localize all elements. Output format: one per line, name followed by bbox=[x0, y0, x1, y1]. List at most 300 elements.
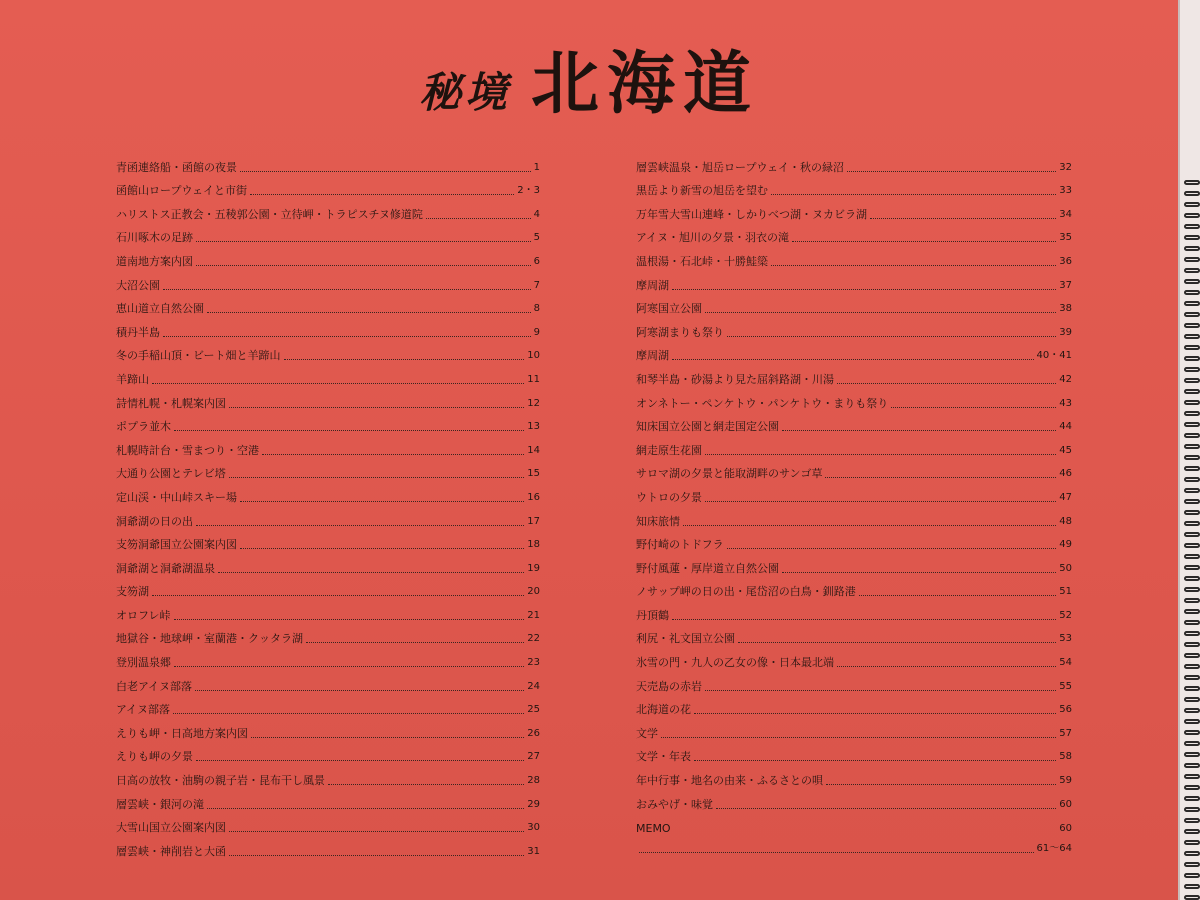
entry-title: 青函連絡船・函館の夜景 bbox=[116, 160, 237, 174]
entry-title: 摩周湖 bbox=[636, 278, 669, 292]
entry-page: 60 bbox=[1059, 798, 1072, 810]
dot-leader bbox=[152, 595, 524, 596]
entry-title: オンネトー・ペンケトウ・パンケトウ・まりも祭り bbox=[636, 396, 889, 410]
entry-page: 54 bbox=[1059, 657, 1072, 669]
dot-leader bbox=[705, 501, 1056, 502]
toc-entry bbox=[636, 269, 1072, 293]
entry-page: 33 bbox=[1059, 185, 1072, 197]
spiral-ring bbox=[1184, 279, 1200, 284]
toc-entry bbox=[116, 151, 540, 175]
toc-entry bbox=[636, 316, 1072, 340]
spiral-ring bbox=[1184, 884, 1200, 889]
toc-entry bbox=[116, 458, 540, 482]
dot-leader bbox=[174, 430, 524, 431]
memo-label: MEMO bbox=[636, 821, 671, 835]
entry-title: 摩周湖 bbox=[636, 349, 669, 363]
entry-title: 文学・年表 bbox=[636, 750, 691, 764]
toc-entry bbox=[116, 340, 540, 364]
spiral-ring bbox=[1184, 895, 1200, 900]
entry-title: アイヌ・旭川の夕景・羽衣の滝 bbox=[636, 231, 790, 245]
entry-title: 阿寒国立公園 bbox=[636, 302, 702, 316]
entry-page: 45 bbox=[1059, 444, 1072, 456]
entry-page: 12 bbox=[527, 397, 540, 409]
entry-page: 56 bbox=[1059, 704, 1072, 716]
dot-leader bbox=[672, 289, 1056, 290]
spiral-ring bbox=[1184, 422, 1200, 427]
entry-title: 層雲峡温泉・旭岳ロープウェイ・秋の緑沼 bbox=[636, 160, 845, 174]
spiral-ring bbox=[1184, 180, 1200, 185]
dot-leader bbox=[771, 265, 1056, 266]
entry-title: 洞爺湖の日の出 bbox=[116, 514, 193, 528]
toc-entry bbox=[116, 316, 540, 340]
spiral-ring bbox=[1184, 400, 1200, 405]
toc-entry-memo-pages bbox=[636, 836, 1072, 856]
entry-page: 34 bbox=[1059, 208, 1072, 220]
spiral-ring bbox=[1184, 620, 1200, 625]
entry-title: 冬の手稲山頂・ビート畑と羊蹄山 bbox=[116, 349, 281, 363]
spiral-ring bbox=[1184, 202, 1200, 207]
entry-page: 26 bbox=[527, 727, 540, 739]
toc-entry bbox=[116, 694, 540, 718]
entry-page: 43 bbox=[1059, 397, 1072, 409]
toc-entry bbox=[116, 646, 540, 670]
spiral-ring bbox=[1184, 719, 1200, 724]
memo-extra-page: 61〜64 bbox=[1036, 842, 1072, 854]
spiral-ring bbox=[1184, 378, 1200, 383]
entry-page: 42 bbox=[1059, 373, 1072, 385]
entry-page: 35 bbox=[1059, 232, 1072, 244]
entry-page: 23 bbox=[527, 657, 540, 669]
entry-page: 48 bbox=[1059, 515, 1072, 527]
spiral-ring bbox=[1184, 389, 1200, 394]
toc-entry bbox=[636, 552, 1072, 576]
spiral-ring bbox=[1184, 334, 1200, 339]
spiral-binding bbox=[1178, 0, 1200, 900]
spiral-ring bbox=[1184, 598, 1200, 603]
dot-leader bbox=[196, 760, 524, 761]
toc-entry bbox=[116, 198, 540, 222]
toc-entry bbox=[116, 623, 540, 647]
spiral-ring bbox=[1184, 774, 1200, 779]
dot-leader bbox=[328, 784, 524, 785]
entry-title: 文学 bbox=[636, 726, 658, 740]
entry-page: 51 bbox=[1059, 586, 1072, 598]
dot-leader bbox=[207, 808, 524, 809]
toc-entry bbox=[116, 293, 540, 317]
entry-page: 9 bbox=[533, 326, 540, 338]
toc-left-column bbox=[116, 151, 540, 859]
spiral-ring bbox=[1184, 840, 1200, 845]
spiral-ring bbox=[1184, 576, 1200, 581]
title-main: 北海道 bbox=[531, 44, 760, 124]
toc-entry bbox=[636, 505, 1072, 529]
entry-title: アイヌ部落 bbox=[116, 703, 171, 717]
entry-title: 氷雪の門・九人の乙女の像・日本最北端 bbox=[636, 656, 834, 670]
toc-entry bbox=[116, 741, 540, 765]
dot-leader bbox=[705, 312, 1056, 313]
entry-page: 22 bbox=[527, 633, 540, 645]
entry-title: 阿寒湖まりも祭り bbox=[636, 325, 724, 339]
toc-entry bbox=[636, 623, 1072, 647]
dot-leader bbox=[250, 194, 514, 195]
entry-page: 11 bbox=[527, 373, 540, 385]
spiral-ring bbox=[1184, 499, 1200, 504]
entry-page: 15 bbox=[527, 468, 540, 480]
toc-entry bbox=[636, 717, 1072, 741]
dot-leader bbox=[891, 407, 1056, 408]
toc-entry bbox=[116, 269, 540, 293]
entry-title: 温根湯・石北峠・十勝鮭簗 bbox=[636, 254, 768, 268]
entry-page: 24 bbox=[527, 680, 540, 692]
dot-leader bbox=[163, 336, 531, 337]
spiral-ring bbox=[1184, 686, 1200, 691]
spiral-ring bbox=[1184, 235, 1200, 240]
entry-title: 大沼公園 bbox=[116, 278, 160, 292]
spiral-ring bbox=[1184, 345, 1200, 350]
entry-page: 7 bbox=[533, 279, 540, 291]
entry-page: 4 bbox=[533, 208, 540, 220]
entry-page: 32 bbox=[1059, 161, 1072, 173]
toc-entry bbox=[636, 576, 1072, 600]
spiral-ring bbox=[1184, 543, 1200, 548]
spiral-ring bbox=[1184, 532, 1200, 537]
toc-entry bbox=[636, 458, 1072, 482]
spiral-ring bbox=[1184, 191, 1200, 196]
entry-title: 札幌時計台・雪まつり・空港 bbox=[116, 443, 259, 457]
entry-title: 大雪山国立公園案内図 bbox=[116, 821, 226, 835]
entry-page: 58 bbox=[1059, 751, 1072, 763]
toc-entry bbox=[636, 175, 1072, 199]
toc-entry bbox=[116, 670, 540, 694]
toc-entry bbox=[116, 812, 540, 836]
entry-title: えりも岬の夕景 bbox=[116, 750, 193, 764]
entry-page: 50 bbox=[1059, 562, 1072, 574]
entry-title: ノサップ岬の日の出・尾岱沼の白鳥・釧路港 bbox=[636, 585, 856, 599]
toc-entry bbox=[116, 245, 540, 269]
toc-entry bbox=[116, 764, 540, 788]
toc-entry bbox=[636, 434, 1072, 458]
entry-title: 道南地方案内図 bbox=[116, 254, 193, 268]
spiral-ring bbox=[1184, 642, 1200, 647]
entry-title: ウトロの夕景 bbox=[636, 490, 702, 504]
entry-title: 和琴半島・砂湯より見た屈斜路湖・川湯 bbox=[636, 372, 834, 386]
toc-entry bbox=[636, 599, 1072, 623]
dot-leader bbox=[672, 619, 1056, 620]
dot-leader bbox=[174, 666, 524, 667]
entry-page: 49 bbox=[1059, 539, 1072, 551]
entry-title: 恵山道立自然公園 bbox=[116, 302, 204, 316]
entry-title: 知床旅情 bbox=[636, 514, 680, 528]
toc-entry-memo bbox=[636, 812, 1072, 836]
spiral-ring bbox=[1184, 829, 1200, 834]
spiral-ring bbox=[1184, 785, 1200, 790]
dot-leader bbox=[251, 737, 524, 738]
spiral-ring bbox=[1184, 752, 1200, 757]
entry-page: 47 bbox=[1059, 491, 1072, 503]
entry-page: 40・41 bbox=[1036, 350, 1072, 362]
toc-entry bbox=[636, 788, 1072, 812]
entry-title: 天売島の赤岩 bbox=[636, 679, 702, 693]
entry-page: 59 bbox=[1059, 775, 1072, 787]
entry-title: おみやげ・味覚 bbox=[636, 797, 713, 811]
entry-title: オロフレ峠 bbox=[116, 608, 171, 622]
toc-entry bbox=[116, 717, 540, 741]
entry-title: サロマ湖の夕景と能取湖畔のサンゴ草 bbox=[636, 467, 823, 481]
entry-page: 10 bbox=[527, 350, 540, 362]
dot-leader bbox=[152, 383, 524, 384]
entry-page: 36 bbox=[1059, 255, 1072, 267]
entry-title: 利尻・礼文国立公園 bbox=[636, 632, 735, 646]
entry-title: ポプラ並木 bbox=[116, 420, 171, 434]
spiral-ring bbox=[1184, 323, 1200, 328]
dot-leader bbox=[218, 572, 524, 573]
dot-leader bbox=[196, 525, 524, 526]
spiral-ring bbox=[1184, 411, 1200, 416]
entry-title: 年中行事・地名の由来・ふるさとの唄 bbox=[636, 774, 823, 788]
toc-entry bbox=[636, 387, 1072, 411]
spiral-ring bbox=[1184, 433, 1200, 438]
entry-page: 20 bbox=[527, 586, 540, 598]
spiral-ring bbox=[1184, 257, 1200, 262]
toc-entry bbox=[636, 411, 1072, 435]
dot-leader bbox=[661, 737, 1056, 738]
dot-leader bbox=[716, 808, 1056, 809]
spiral-ring bbox=[1184, 818, 1200, 823]
dot-leader bbox=[284, 359, 525, 360]
spiral-ring bbox=[1184, 862, 1200, 867]
dot-leader bbox=[771, 194, 1056, 195]
entry-title: 石川啄木の足跡 bbox=[116, 231, 193, 245]
entry-title: 支笏洞爺国立公園案内図 bbox=[116, 538, 237, 552]
page-title bbox=[0, 30, 1178, 127]
spiral-ring bbox=[1184, 675, 1200, 680]
dot-leader bbox=[782, 572, 1056, 573]
dot-leader bbox=[229, 831, 524, 832]
entry-page: 18 bbox=[527, 539, 540, 551]
toc-right-column bbox=[636, 151, 1072, 856]
dot-leader bbox=[196, 265, 531, 266]
entry-title: 万年雪大雪山連峰・しかりべつ湖・ヌカビラ湖 bbox=[636, 207, 867, 221]
spiral-ring bbox=[1184, 609, 1200, 614]
dot-leader bbox=[792, 241, 1056, 242]
toc-entry bbox=[116, 505, 540, 529]
toc-entry bbox=[636, 363, 1072, 387]
entry-title: 登別温泉郷 bbox=[116, 656, 171, 670]
spiral-ring bbox=[1184, 224, 1200, 229]
dot-leader bbox=[727, 336, 1056, 337]
dot-leader bbox=[639, 852, 1034, 853]
spiral-ring bbox=[1184, 466, 1200, 471]
spiral-ring bbox=[1184, 796, 1200, 801]
entry-title: ハリストス正教会・五稜郭公園・立待岬・トラピスチヌ修道院 bbox=[116, 207, 423, 221]
spiral-ring bbox=[1184, 554, 1200, 559]
entry-page: 13 bbox=[527, 421, 540, 433]
entry-title: 洞爺湖と洞爺湖温泉 bbox=[116, 561, 215, 575]
dot-leader bbox=[229, 407, 524, 408]
dot-leader bbox=[262, 454, 524, 455]
spiral-ring bbox=[1184, 301, 1200, 306]
toc-entry bbox=[116, 529, 540, 553]
entry-title: 函館山ロープウェイと市街 bbox=[116, 184, 248, 198]
dot-leader bbox=[207, 312, 531, 313]
spiral-ring bbox=[1184, 510, 1200, 515]
entry-page: 53 bbox=[1059, 633, 1072, 645]
dot-leader bbox=[847, 171, 1056, 172]
entry-page: 16 bbox=[527, 491, 540, 503]
dot-leader bbox=[173, 713, 524, 714]
dot-leader bbox=[870, 218, 1056, 219]
toc-entry bbox=[116, 434, 540, 458]
toc-entry bbox=[116, 788, 540, 812]
entry-page: 52 bbox=[1059, 609, 1072, 621]
spiral-ring bbox=[1184, 851, 1200, 856]
toc-entry bbox=[116, 411, 540, 435]
dot-leader bbox=[426, 218, 531, 219]
dot-leader bbox=[240, 501, 524, 502]
spiral-ring bbox=[1184, 873, 1200, 878]
spiral-ring bbox=[1184, 565, 1200, 570]
entry-page: 25 bbox=[527, 704, 540, 716]
dot-leader bbox=[306, 642, 524, 643]
spiral-ring bbox=[1184, 477, 1200, 482]
entry-page: 57 bbox=[1059, 727, 1072, 739]
spiral-ring bbox=[1184, 268, 1200, 273]
entry-page: 8 bbox=[533, 303, 540, 315]
entry-page: 44 bbox=[1059, 421, 1072, 433]
toc-entry bbox=[116, 599, 540, 623]
dot-leader bbox=[672, 359, 1034, 360]
entry-page: 14 bbox=[527, 444, 540, 456]
entry-title: 地獄谷・地球岬・室蘭港・クッタラ湖 bbox=[116, 632, 303, 646]
dot-leader bbox=[163, 289, 531, 290]
entry-page: 46 bbox=[1059, 468, 1072, 480]
entry-title: 白老アイヌ部落 bbox=[116, 679, 193, 693]
spiral-ring bbox=[1184, 213, 1200, 218]
dot-leader bbox=[229, 855, 524, 856]
spiral-ring bbox=[1184, 730, 1200, 735]
spiral-ring bbox=[1184, 312, 1200, 317]
spiral-ring bbox=[1184, 653, 1200, 658]
entry-page: 6 bbox=[533, 255, 540, 267]
dot-leader bbox=[694, 760, 1056, 761]
entry-page: 29 bbox=[527, 798, 540, 810]
dot-leader bbox=[825, 477, 1056, 478]
entry-page: 39 bbox=[1059, 326, 1072, 338]
dot-leader bbox=[174, 619, 525, 620]
spiral-ring bbox=[1184, 807, 1200, 812]
toc-entry bbox=[636, 764, 1072, 788]
entry-page: 28 bbox=[527, 775, 540, 787]
toc-entry bbox=[116, 576, 540, 600]
spiral-ring bbox=[1184, 587, 1200, 592]
entry-page: 37 bbox=[1059, 279, 1072, 291]
entry-page: 27 bbox=[527, 751, 540, 763]
entry-title: 網走原生花園 bbox=[636, 443, 702, 457]
dot-leader bbox=[683, 525, 1056, 526]
spiral-ring bbox=[1184, 488, 1200, 493]
spiral-ring bbox=[1184, 444, 1200, 449]
dot-leader bbox=[837, 666, 1056, 667]
toc-entry bbox=[636, 222, 1072, 246]
dot-leader bbox=[195, 690, 524, 691]
toc-entry bbox=[636, 198, 1072, 222]
entry-page: 30 bbox=[527, 822, 540, 834]
toc-entry bbox=[116, 481, 540, 505]
dot-leader bbox=[240, 171, 531, 172]
entry-page: 19 bbox=[527, 562, 540, 574]
entry-title: 黒岳より新雪の旭岳を望む bbox=[636, 184, 768, 198]
toc-entry bbox=[636, 151, 1072, 175]
entry-page: 21 bbox=[527, 609, 540, 621]
title-prefix: 秘境 bbox=[418, 68, 511, 117]
entry-page: 2・3 bbox=[517, 185, 540, 197]
dot-leader bbox=[229, 477, 524, 478]
entry-title: えりも岬・日高地方案内図 bbox=[116, 726, 248, 740]
dot-leader bbox=[738, 642, 1056, 643]
entry-title: 野付風蓮・厚岸道立自然公園 bbox=[636, 561, 779, 575]
toc-entry bbox=[636, 481, 1072, 505]
entry-page: 31 bbox=[527, 845, 540, 857]
toc-entry bbox=[116, 175, 540, 199]
entry-title: 日高の放牧・油駒の親子岩・昆布干し風景 bbox=[116, 774, 325, 788]
dot-leader bbox=[694, 713, 1056, 714]
entry-page: 1 bbox=[533, 161, 540, 173]
toc-entry bbox=[116, 552, 540, 576]
dot-leader bbox=[826, 784, 1056, 785]
spiral-ring bbox=[1184, 246, 1200, 251]
entry-page: 55 bbox=[1059, 680, 1072, 692]
entry-title: 詩情札幌・札幌案内図 bbox=[116, 396, 226, 410]
dot-leader bbox=[727, 548, 1057, 549]
dot-leader bbox=[837, 383, 1056, 384]
spiral-ring bbox=[1184, 455, 1200, 460]
toc-entry bbox=[636, 694, 1072, 718]
toc-entry bbox=[116, 222, 540, 246]
spiral-ring bbox=[1184, 763, 1200, 768]
entry-title: 大通り公園とテレビ塔 bbox=[116, 467, 226, 481]
toc-entry bbox=[116, 387, 540, 411]
memo-page: 60 bbox=[1059, 822, 1072, 834]
entry-page: 5 bbox=[533, 232, 540, 244]
entry-title: 層雲峡・銀河の滝 bbox=[116, 797, 204, 811]
toc-entry bbox=[636, 529, 1072, 553]
entry-title: 支笏湖 bbox=[116, 585, 149, 599]
toc-entry bbox=[636, 340, 1072, 364]
toc-entry bbox=[636, 245, 1072, 269]
toc-entry bbox=[116, 835, 540, 859]
toc-entry bbox=[636, 293, 1072, 317]
spiral-ring bbox=[1184, 290, 1200, 295]
dot-leader bbox=[705, 690, 1056, 691]
spiral-ring bbox=[1184, 521, 1200, 526]
toc-entry bbox=[636, 646, 1072, 670]
entry-page: 17 bbox=[527, 515, 540, 527]
spiral-ring bbox=[1184, 631, 1200, 636]
spiral-ring bbox=[1184, 664, 1200, 669]
entry-title: 野付崎のトドフラ bbox=[636, 538, 724, 552]
entry-title: 北海道の花 bbox=[636, 703, 691, 717]
entry-title: 定山渓・中山峠スキー場 bbox=[116, 490, 237, 504]
dot-leader bbox=[705, 454, 1056, 455]
spiral-ring bbox=[1184, 367, 1200, 372]
entry-page: 38 bbox=[1059, 303, 1072, 315]
entry-title: 積丹半島 bbox=[116, 325, 160, 339]
entry-title: 丹頂鶴 bbox=[636, 608, 669, 622]
dot-leader bbox=[859, 595, 1056, 596]
spiral-ring bbox=[1184, 708, 1200, 713]
spiral-ring bbox=[1184, 697, 1200, 702]
dot-leader bbox=[240, 548, 524, 549]
